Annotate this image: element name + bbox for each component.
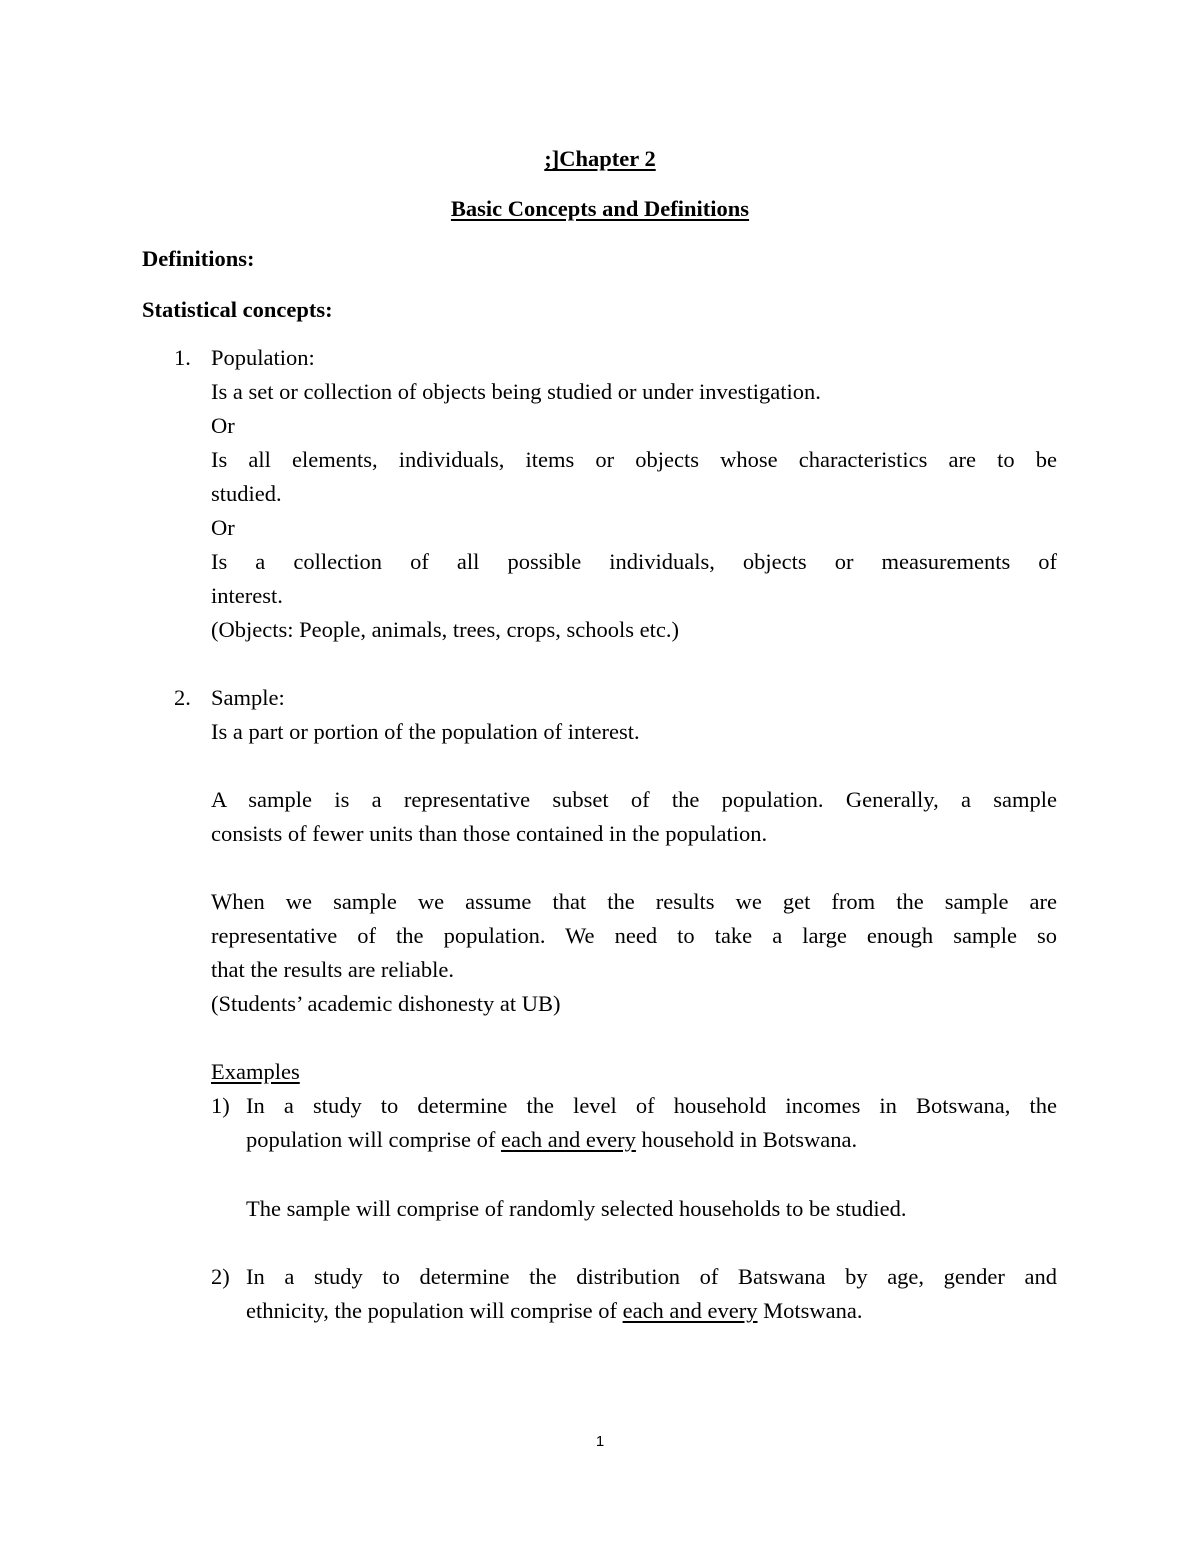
example-2-line-2-pre: ethnicity, the population will comprise of [246, 1298, 623, 1323]
example-2-line-2 [246, 1294, 863, 1328]
population-def-1: Is a set or collection of objects being studied or under investigation. [211, 379, 821, 404]
example-1-line-2-pre: population will comprise of [246, 1127, 501, 1152]
population-def-3a: Is a collection of all possible individuals, objects or measurements of [211, 549, 1057, 574]
sample-note: (Students’ academic dishonesty at UB) [211, 991, 561, 1016]
example-1-sample: The sample will comprise of randomly selected households to be studied. [246, 1196, 907, 1221]
population-or-1: Or [211, 413, 235, 438]
example-1-line-2-post: household in Botswana. [635, 1127, 858, 1152]
list-marker-2: 2. [174, 685, 191, 710]
example-1-line-1: In a study to determine the level of household incomes in Botswana, the [246, 1093, 1057, 1118]
sample-para-2a: When we sample we assume that the results we get from the sample are [211, 889, 1057, 914]
population-objects-note: (Objects: People, animals, trees, crops, schools etc.) [211, 617, 679, 642]
example-2-emphasis: each and every [622, 1298, 758, 1323]
population-def-3b: interest. [211, 583, 283, 608]
sample-para-1a: A sample is a representative subset of the population. Generally, a sample [211, 787, 1057, 812]
population-or-2: Or [211, 515, 235, 540]
page-title: Basic Concepts and Definitions [450, 196, 750, 221]
definitions-heading: Definitions: [142, 246, 255, 271]
page-number: 1 [595, 1433, 605, 1450]
population-term: Population: [211, 345, 315, 370]
statistical-concepts-heading: Statistical concepts: [142, 297, 333, 322]
example-2-line-2-post: Motswana. [757, 1298, 863, 1323]
examples-heading: Examples [211, 1059, 300, 1084]
example-1-line-2 [246, 1123, 857, 1157]
population-def-2a: Is all elements, individuals, items or objects whose characteristics are to be [211, 447, 1057, 472]
sample-def-1: Is a part or portion of the population of interest. [211, 719, 640, 744]
sample-para-2c: that the results are reliable. [211, 957, 455, 982]
example-marker-1: 1) [211, 1093, 230, 1118]
sample-term: Sample: [211, 685, 285, 710]
chapter-heading: ;]Chapter 2 [544, 146, 656, 171]
sample-para-2b: representative of the population. We need to take a large enough sample so [211, 923, 1057, 948]
list-marker-1: 1. [174, 345, 191, 370]
example-1-emphasis: each and every [500, 1127, 636, 1152]
sample-para-1b: consists of fewer units than those contained in the population. [211, 821, 768, 846]
population-def-2b: studied. [211, 481, 282, 506]
example-marker-2: 2) [211, 1264, 230, 1289]
example-2-line-1: In a study to determine the distribution of Batswana by age, gender and [246, 1264, 1057, 1289]
